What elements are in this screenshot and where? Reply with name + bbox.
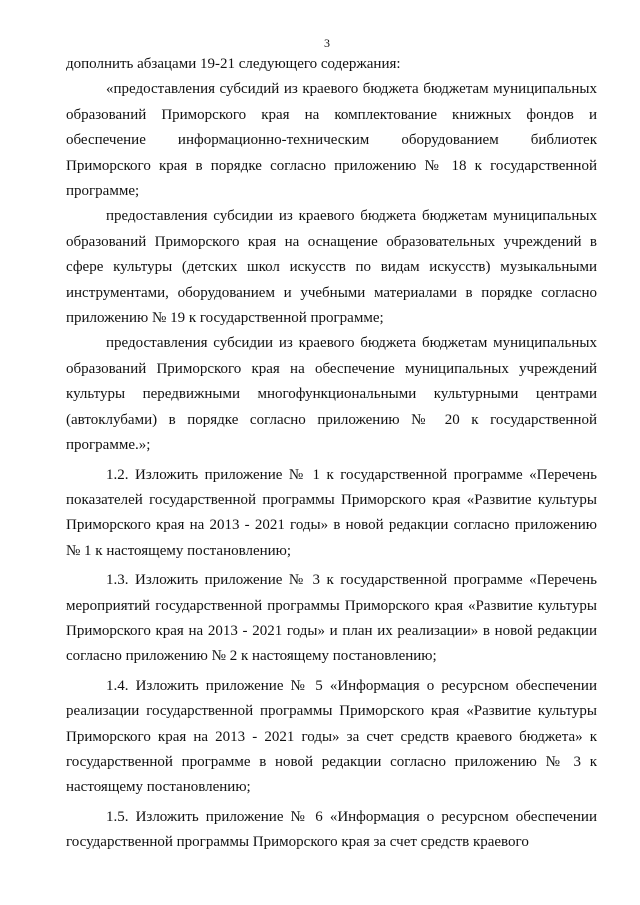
paragraph-clause-21: предоставления субсидии из краевого бюджета бюджетам муниципальных образований Приморского края на обеспечение муниципальных учреждений культуры передвижными многофункциональными культурными центрами (автоклубами) в порядке согласно приложению № 20 к государственной программе.»; [66,335,597,454]
paragraph-clause-19: «предоставления субсидий из краевого бюджета бюджетам муниципальных образований Приморского края на комплектование книжных фондов и обеспечение информационно-техническим оборудованием библиотек Приморского края в порядке согласно приложению № 18 к государственной программе; [66,81,597,200]
paragraph-intro: дополнить абзацами 19-21 следующего содержания: [66,56,401,72]
paragraph-item-1-2: 1.2. Изложить приложение № 1 к государственной программе «Перечень показателей государственной программы Приморского края «Развитие культуры Приморского края на 2013 - 2021 годы» в новой редакции согласно приложению № 1 к настоящему постановлению; [66,466,597,559]
document-body [66,52,597,856]
paragraph-item-1-4: 1.4. Изложить приложение № 5 «Информация о ресурсном обеспечении реализации государственной программы Приморского края «Развитие культуры Приморского края на 2013 - 2021 годы» за счет средств краевого бюджета» к государственной программе в новой редакции согласно приложению № 3 к настоящему постановлению; [66,677,597,796]
page-number: 3 [324,36,330,50]
paragraph-item-1-5: 1.5. Изложить приложение № 6 «Информация о ресурсном обеспечении государственной программы Приморского края за счет средств краевого [66,808,597,851]
paragraph-item-1-3: 1.3. Изложить приложение № 3 к государственной программе «Перечень мероприятий государственной программы Приморского края «Развитие культуры Приморского края на 2013 - 2021 годы» и план их реализации» в новой редакции согласно приложению № 2 к настоящему постановлению; [66,572,597,665]
paragraph-clause-20: предоставления субсидии из краевого бюджета бюджетам муниципальных образований Приморского края на оснащение образовательных учреждений в сфере культуры (детских школ искусств по видам искусств) музыкальными инструментами, оборудованием и учебными материалами в порядке согласно приложению № 19 к государственной программе; [66,208,597,327]
